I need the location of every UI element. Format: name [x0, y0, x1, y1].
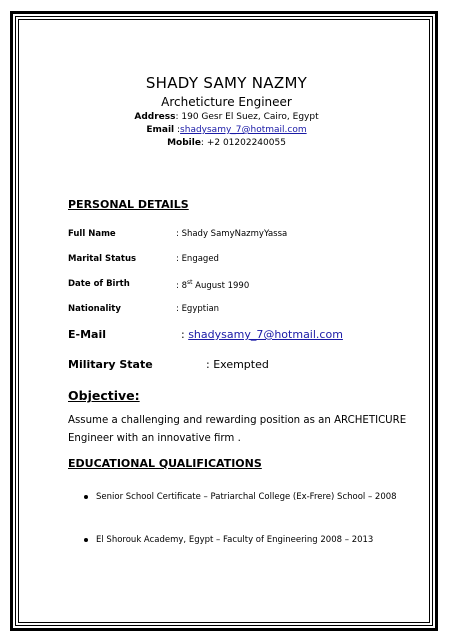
email-line	[0, 125, 453, 135]
bullet-icon	[84, 538, 88, 542]
mobile-value: : +2 01202240055	[200, 138, 286, 148]
marital-status-value: : Engaged	[176, 254, 219, 264]
education-item-text: El Shorouk Academy, Egypt – Faculty of Engineering 2008 – 2013	[96, 535, 374, 545]
resume-role: Archeticture Engineer	[161, 95, 292, 109]
dob-month-year: August 1990	[192, 280, 250, 291]
marital-status-label: Marital Status	[68, 254, 137, 264]
education-heading: EDUCATIONAL QUALIFICATIONS	[68, 457, 262, 470]
date-of-birth-value	[176, 279, 249, 291]
email-row-link[interactable]: shadysamy_7@hotmail.com	[188, 328, 343, 341]
military-state-value: : Exempted	[206, 358, 269, 371]
email-row-label: E-Mail	[68, 328, 106, 341]
dob-day: : 8	[176, 280, 187, 291]
address-line	[0, 112, 453, 122]
objective-text: Assume a challenging and rewarding position as an ARCHETICURE Engineer with an innovative firm .	[68, 415, 407, 444]
education-item-text: Senior School Certificate – Patriarchal College (Ex-Frere) School – 2008	[96, 492, 397, 502]
resume-name: SHADY SAMY NAZMY	[145, 74, 308, 92]
email-row-colon: :	[181, 328, 189, 341]
objective-heading: Objective:	[68, 388, 140, 403]
full-name-value: : Shady SamyNazmyYassa	[176, 229, 288, 239]
mobile-label: Mobile	[167, 138, 201, 148]
personal-details-heading: PERSONAL DETAILS	[68, 198, 189, 211]
address-value: : 190 Gesr El Suez, Cairo, Egypt	[175, 112, 319, 122]
nationality-value: : Egyptian	[176, 304, 220, 314]
email-link[interactable]: shadysamy_7@hotmail.com	[180, 125, 307, 135]
email-label: Email	[146, 125, 175, 135]
date-of-birth-label: Date of Birth	[68, 279, 130, 289]
military-state-label: Military State	[68, 358, 153, 371]
nationality-label: Nationality	[68, 304, 121, 314]
bullet-icon	[84, 495, 88, 499]
email-row-value	[181, 328, 343, 341]
full-name-label: Full Name	[68, 229, 116, 239]
dob-ordinal: st	[186, 279, 193, 286]
address-label: Address	[134, 112, 176, 122]
mobile-line	[0, 138, 453, 148]
email-colon: :	[174, 125, 181, 135]
